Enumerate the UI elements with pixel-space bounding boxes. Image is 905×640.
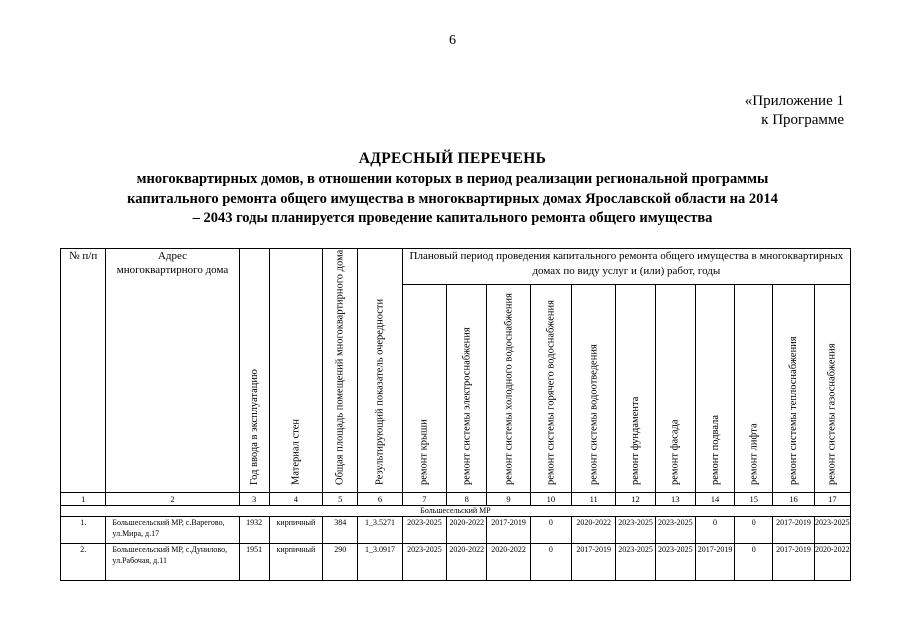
column-number: 11 [572, 493, 616, 506]
column-number: 2 [106, 493, 239, 506]
row-work-gas: 2020-2022 [814, 544, 850, 581]
row-work-roof: 2023-2025 [402, 544, 446, 581]
header-address: Адрес многоквартирного дома [106, 249, 239, 493]
row-work-heating: 2017-2019 [773, 517, 814, 544]
table-body [61, 506, 851, 581]
row-num: 2. [61, 544, 106, 581]
row-work-elevator: 0 [735, 544, 773, 581]
row-address: Большесельский МР, с.Варегово, ул.Мира, д.17 [106, 517, 239, 544]
header-priority: Результирующий показатель очередности [358, 249, 402, 493]
row-work-gas: 2023-2025 [814, 517, 850, 544]
column-number: 14 [695, 493, 734, 506]
row-material: кирпичный [269, 517, 323, 544]
row-work-cold-water: 2017-2019 [487, 517, 530, 544]
row-work-drainage: 2017-2019 [572, 544, 616, 581]
column-number: 10 [530, 493, 571, 506]
row-work-hot-water: 0 [530, 544, 571, 581]
row-area: 290 [323, 544, 358, 581]
subtitle-line-1: многоквартирных домов, в отношении которых в период реализации региональной программы [136, 171, 769, 187]
row-work-facade: 2023-2025 [655, 544, 695, 581]
header-work-gas: ремонт системы газоснабжения [814, 285, 850, 493]
column-number: 5 [323, 493, 358, 506]
row-num: 1. [61, 517, 106, 544]
document-title: АДРЕСНЫЙ ПЕРЕЧЕНЬ [358, 150, 547, 167]
header-work-drainage: ремонт системы водоотведения [572, 285, 616, 493]
row-priority: 1_3.0917 [358, 544, 402, 581]
row-work-hot-water: 0 [530, 517, 571, 544]
header-work-heating: ремонт системы теплоснабжения [773, 285, 814, 493]
header-period-group: Плановый период проведения капитального ремонта общего имущества в многоквартирных домах по виду услуг и (или) работ, годы [402, 249, 850, 285]
column-number: 13 [655, 493, 695, 506]
header-work-foundation: ремонт фундамента [616, 285, 655, 493]
header-work-basement: ремонт подвала [695, 285, 734, 493]
header-work-hot-water: ремонт системы горячего водоснабжения [530, 285, 571, 493]
header-work-roof: ремонт крыши [402, 285, 446, 493]
row-address: Большесельский МР, с.Дунилово, ул.Рабочая, д.11 [106, 544, 239, 581]
column-number: 17 [814, 493, 850, 506]
column-number: 3 [239, 493, 269, 506]
column-number: 9 [487, 493, 530, 506]
row-priority: 1_3.5271 [358, 517, 402, 544]
row-work-drainage: 2020-2022 [572, 517, 616, 544]
row-year: 1951 [239, 544, 269, 581]
row-work-electric: 2020-2022 [447, 517, 487, 544]
row-work-foundation: 2023-2025 [616, 544, 655, 581]
header-work-elevator: ремонт лифта [735, 285, 773, 493]
region-row [61, 506, 851, 517]
subtitle-line-2: капитального ремонта общего имущества в многоквартирных домах Ярославской области на 2014 [127, 190, 778, 207]
header-num: № п/п [61, 249, 106, 493]
header-area: Общая площадь помещений многоквартирного дома [323, 249, 358, 493]
row-work-roof: 2023-2025 [402, 517, 446, 544]
region-name: Большесельский МР [61, 506, 851, 517]
table-header [61, 249, 851, 506]
row-year: 1932 [239, 517, 269, 544]
document-title-block [55, 148, 850, 229]
column-number: 16 [773, 493, 814, 506]
column-number: 4 [269, 493, 323, 506]
page-number: 6 [449, 33, 456, 48]
column-number: 12 [616, 493, 655, 506]
document-subtitle [55, 170, 850, 229]
row-work-facade: 2023-2025 [655, 517, 695, 544]
header-work-facade: ремонт фасада [655, 285, 695, 493]
appendix-line-1: «Приложение 1 [744, 93, 844, 109]
appendix-reference [745, 92, 844, 130]
row-material: кирпичный [269, 544, 323, 581]
row-area: 384 [323, 517, 358, 544]
column-number: 15 [735, 493, 773, 506]
table-row [61, 517, 851, 544]
column-number: 6 [358, 493, 402, 506]
header-work-cold-water: ремонт системы холодного водоснабжения [487, 285, 530, 493]
row-work-electric: 2020-2022 [447, 544, 487, 581]
column-numbers-row [61, 493, 851, 506]
subtitle-line-3: – 2043 годы планируется проведение капитального ремонта общего имущества [192, 210, 713, 226]
row-work-basement: 2017-2019 [695, 544, 734, 581]
column-number: 8 [447, 493, 487, 506]
header-work-electric: ремонт системы электроснабжения [447, 285, 487, 493]
table-row [61, 544, 851, 581]
column-number: 7 [402, 493, 446, 506]
row-work-elevator: 0 [735, 517, 773, 544]
row-work-cold-water: 2020-2022 [487, 544, 530, 581]
row-work-basement: 0 [695, 517, 734, 544]
row-work-foundation: 2023-2025 [616, 517, 655, 544]
address-list-table [60, 248, 851, 581]
header-year: Год ввода в эксплуатацию [239, 249, 269, 493]
appendix-line-2: к Программе [761, 112, 844, 128]
header-material: Материал стен [269, 249, 323, 493]
column-number: 1 [61, 493, 106, 506]
row-work-heating: 2017-2019 [773, 544, 814, 581]
